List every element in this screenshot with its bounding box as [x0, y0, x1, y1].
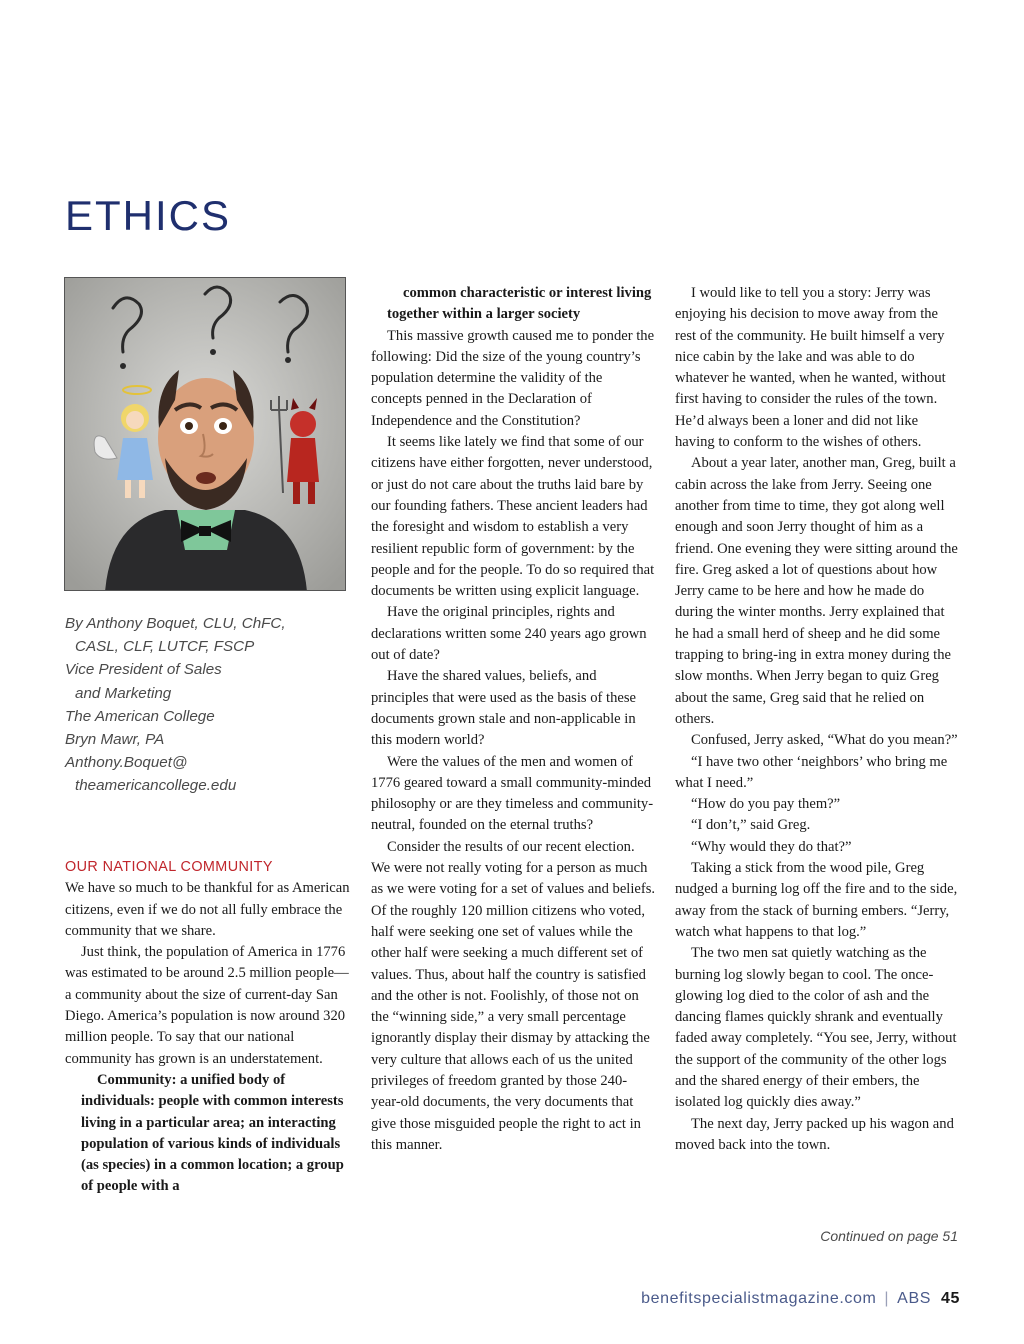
page-number: 45: [941, 1290, 960, 1307]
paragraph: “I don’t,” said Greg.: [691, 817, 811, 834]
author-byline: [65, 612, 350, 798]
paragraph: “I have two other ‘neighbors’ who bring me what I need.”: [675, 753, 948, 791]
continued-note: Continued on page 51: [820, 1228, 958, 1244]
byline-line: By Anthony Boquet, CLU, ChFC,: [65, 615, 286, 632]
article-column-1: [65, 857, 350, 1198]
paragraph: Confused, Jerry asked, “What do you mean?”: [691, 732, 958, 749]
paragraph: About a year later, another man, Greg, built a cabin across the lake from Jerry. Seeing one another from time to time, they got along well enough and soon Jerry thought of him as a friend. One evening they were sitting around the fire. Greg asked a lot of questions about how Jerry came to be here and how he made do during the winter months. Jerry explained that he had a small herd of sheep and he did some trapping to bring-ing in extra money during the slow months. When Jerry began to quiz Greg about the same, Greg said that he relied on others.: [675, 455, 958, 727]
paragraph: The next day, Jerry packed up his wagon and moved back into the town.: [675, 1115, 954, 1153]
paragraph: This massive growth caused me to ponder the following: Did the size of the young country’s population determine the validity of the concepts penned in the Declaration of Independence and the Constitution?: [371, 327, 655, 429]
article-column-3: [675, 283, 960, 1156]
byline-line: CASL, CLF, LUTCF, FSCP: [75, 638, 255, 656]
paragraph: The two men sat quietly watching as the burning log slowly began to cool. The once-glowing log died to the color of ash and the dancing flames quickly shrank and eventually faded away completely. “You see, Jerry, without the support of the community of the other logs and the shared energy of their embers, the isolated log quickly dies away.”: [675, 945, 957, 1111]
footer-separator: |: [884, 1290, 890, 1307]
paragraph: Have the original principles, rights and declarations written some 240 years ago grown out of date?: [371, 604, 647, 664]
byline-line: Vice President of Sales: [65, 661, 222, 679]
paragraph: I would like to tell you a story: Jerry was enjoying his decision to move away from the rest of the community. He built himself a very nice cabin by the lake and was able to do whatever he wanted, when he wanted, without first having to consider the rules of the town. He’d always been a loner and did not like having to conform to the wishes of others.: [675, 285, 946, 451]
paragraph: Have the shared values, beliefs, and principles that were used as the basis of these documents grown stale and non-applicable in this modern world?: [371, 668, 637, 749]
footer-site-link[interactable]: benefitspecialistmagazine.com: [641, 1290, 877, 1307]
paragraph: It seems like lately we find that some of our citizens have either forgotten, never understood, or just do not care about the truths laid bare by our founding fathers. These ancient leaders had the foresight and wisdom to establish a very resilient republic form of government: by the people and for the people. To do so required that documents be written using explicit language.: [371, 434, 655, 600]
byline-line: The American College: [65, 707, 215, 725]
paragraph: Were the values of the men and women of 1776 geared toward a small community-minded philosophy or are they timeless and community-neutral, founded on the eternal truths?: [371, 753, 654, 834]
paragraph: “Why would they do that?”: [691, 838, 852, 855]
byline-line: Bryn Mawr, PA: [65, 731, 165, 749]
byline-line: and Marketing: [75, 684, 172, 702]
subhead: OUR NATIONAL COMMUNITY: [65, 859, 273, 875]
paragraph: “How do you pay them?”: [691, 796, 841, 813]
paragraph: Just think, the population of America in 1776 was estimated to be around 2.5 million people—a community about the size of current-day San Diego. America’s population is now around 320 million people. To say that our national community has grown is an understatement.: [65, 944, 349, 1067]
paragraph: Consider the results of our recent election. We were not really voting for a person as much as we were voting for a set of values and beliefs. Of the roughly 120 million citizens who voted, half were seeking one set of values while the other half were seeking a much different set of values. Thus, about half the country is satisfied and the other is not. Foolishly, of those not on the “winning side,” a very small percentage ignorantly display their dismay by attacking the very culture that allows each of us the united privileges of freedom granted by those 240-year-old documents, the very documents that give those misguided people the right to act in this manner.: [371, 838, 656, 1153]
article-photo: [64, 277, 346, 591]
definition-block-continued: common characteristic or interest living together within a larger society: [387, 285, 652, 323]
byline-email[interactable]: theamericancollege.edu: [75, 777, 237, 795]
footer-magazine: ABS: [897, 1290, 931, 1307]
byline-email[interactable]: Anthony.Boquet@: [65, 754, 188, 772]
paragraph: We have so much to be thankful for as American citizens, even if we do not all fully embrace the community that we share.: [65, 880, 350, 939]
paragraph: Taking a stick from the wood pile, Greg nudged a burning log off the fire and to the side, away from the stack of burning embers. “Jerry, watch what happens to that log.”: [675, 860, 958, 940]
section-title: ETHICS: [65, 192, 232, 239]
page-footer: [641, 1290, 960, 1308]
definition-block: Community: a unified body of individuals: people with common interests living in a particular area; an interacting population of various kinds of individuals (as species) in a common location; a group of people with a: [81, 1071, 344, 1195]
confused-man-illustration: [65, 278, 346, 591]
article-column-2: [371, 283, 656, 1156]
